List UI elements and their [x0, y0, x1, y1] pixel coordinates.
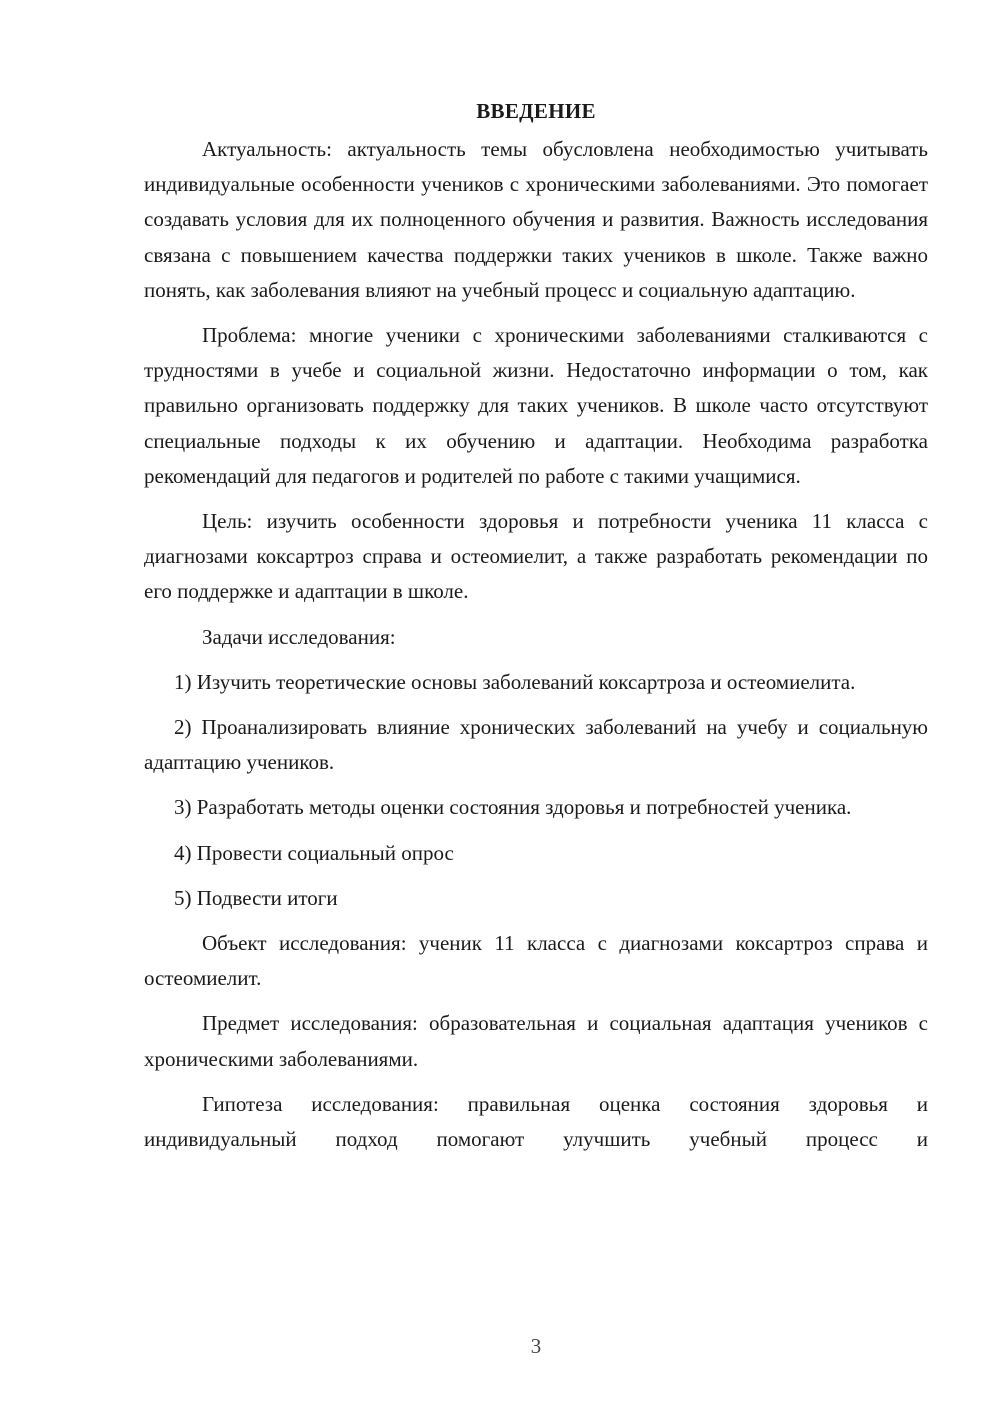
task-item-5: 5) Подвести итоги: [174, 885, 338, 910]
paragraph-problem: Проблема: многие ученики с хроническими заболеваниями сталкиваются с трудностями в учебе и социальной жизни. Недостаточно информации о том, как правильно организовать поддержку для таких учеников. В школе часто отсутствуют специальные подходы к их обучению и адаптации. Необходима разработка рекомендаций для педагогов и родителей по работе с такими учащимися.: [144, 323, 928, 488]
page-number: 3: [530, 1334, 542, 1358]
paragraph-tasks-heading: Задачи исследования:: [202, 624, 396, 649]
paragraph-object: Объект исследования: ученик 11 класса с диагнозами коксартроз справа и остеомиелит.: [144, 931, 928, 991]
paragraph-goal: Цель: изучить особенности здоровья и потребности ученика 11 класса с диагнозами коксартроз справа и остеомиелит, а также разработать рекомендации по его поддержке и адаптации в школе.: [144, 509, 928, 604]
paragraph-hypothesis: Гипотеза исследования: правильная оценка состояния здоровья и индивидуальный подход помогают улучшить учебный процесс и: [144, 1091, 928, 1152]
paragraph-relevance: Актуальность: актуальность темы обусловлена необходимостью учитывать индивидуальные особенности учеников с хроническими заболеваниями. Это помогает создавать условия для их полноценного обучения и развития. Важность исследования связана с повышением качества поддержки таких учеников в школе. Также важно понять, как заболевания влияют на учебный процесс и социальную адаптацию.: [144, 137, 928, 302]
document-page: [144, 96, 928, 1167]
task-item-4: 4) Провести социальный опрос: [174, 840, 454, 865]
task-item-1: 1) Изучить теоретические основы заболеваний коксартроза и остеомиелита.: [174, 669, 856, 694]
paragraph-subject: Предмет исследования: образовательная и социальная адаптация учеников с хроническими заболеваниями.: [144, 1011, 928, 1071]
task-item-2: 2) Проанализировать влияние хронических заболеваний на учебу и социальную адаптацию учеников.: [144, 715, 928, 775]
task-item-3: 3) Разработать методы оценки состояния здоровья и потребностей ученика.: [174, 795, 852, 820]
section-title: ВВЕДЕНИЕ: [476, 99, 596, 123]
